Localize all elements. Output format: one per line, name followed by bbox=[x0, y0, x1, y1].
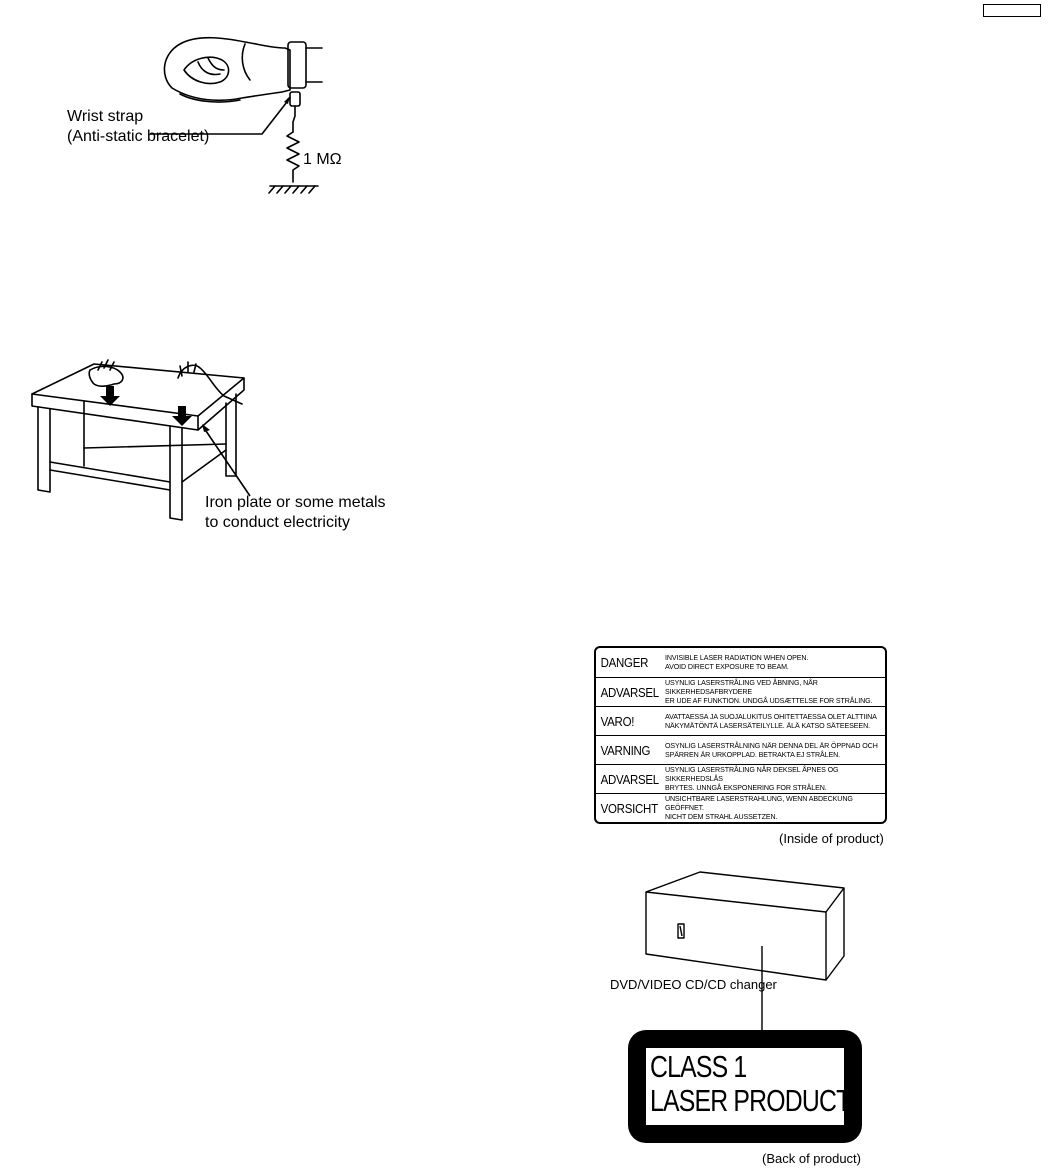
warning-word: ADVARSEL bbox=[600, 685, 659, 700]
warning-text bbox=[663, 766, 885, 793]
warning-row-varning bbox=[596, 735, 885, 765]
iron-plate-label: Iron plate or some metals bbox=[205, 494, 386, 511]
warning-row-varo bbox=[596, 706, 885, 736]
wrist-strap-label: Wrist strap bbox=[67, 108, 144, 125]
warning-text bbox=[663, 713, 885, 731]
warning-text bbox=[663, 795, 885, 822]
warning-word: VORSICHT bbox=[600, 801, 658, 816]
warning-text-line1: OSYNLIG LASERSTRÅLNING NÄR DENNA DEL ÄR ÖPPNAD OCH bbox=[665, 741, 878, 750]
warning-text-line1: USYNLIG LASERSTRÅLING VED ÅBNING, NÅR SIKKERHEDSAFBRYDERE bbox=[665, 679, 818, 696]
warning-text bbox=[663, 742, 885, 760]
inside-of-product-caption: (Inside of product) bbox=[779, 831, 884, 846]
warning-row-danger bbox=[596, 648, 885, 677]
warning-text-line2: BRYTES. UNNGÅ EKSPONERING FOR STRÅLEN. bbox=[665, 784, 827, 792]
resistor-value-label: 1 MΩ bbox=[303, 151, 342, 168]
laser-warning-panel bbox=[594, 646, 887, 824]
back-of-product-caption: (Back of product) bbox=[762, 1151, 861, 1166]
warning-row-advarsel-da bbox=[596, 677, 885, 707]
warning-text-line2: ER UDE AF FUNKTION. UNDGÅ UDSÆTTELSE FOR STRÅLING. bbox=[665, 697, 873, 705]
warning-text-line1: USYNLIG LASERSTRÅLING NÅR DEKSEL ÅPNES OG SIKKERHEDSLÅS bbox=[665, 766, 839, 783]
dvd-changer-illustration bbox=[640, 868, 850, 1033]
warning-row-vorsicht bbox=[596, 793, 885, 823]
device-label: DVD/VIDEO CD/CD changer bbox=[610, 977, 777, 992]
warning-text-line1: AVATTAESSA JA SUOJALUKITUS OHITETTAESSA OLET ALTTIINA bbox=[665, 712, 877, 721]
warning-word: ADVARSEL bbox=[600, 772, 659, 787]
warning-text-line2: NÄKYMÄTÖNTÄ LASERSÄTEILYLLE. ÄLÄ KATSO SÄTEESEEN. bbox=[665, 721, 870, 730]
laser-product-line: LASER PRODUCT bbox=[650, 1083, 851, 1118]
anti-static-bracelet-label: (Anti-static bracelet) bbox=[67, 128, 210, 145]
warning-text-line2: AVOID DIRECT EXPOSURE TO BEAM. bbox=[665, 662, 789, 671]
warning-text bbox=[663, 654, 885, 672]
warning-word: VARNING bbox=[600, 743, 651, 758]
warning-text bbox=[663, 679, 885, 706]
class1-label-text bbox=[650, 1050, 850, 1118]
warning-text-line1: UNSICHTBARE LASERSTRAHLUNG, WENN ABDECKUNG GEÖFFNET. bbox=[665, 795, 853, 812]
warning-row-advarsel-no bbox=[596, 764, 885, 794]
page-number-box bbox=[983, 4, 1041, 17]
warning-text-line2: SPÄRREN ÄR URKOPPLAD. BETRAKTA EJ STRÅLEN. bbox=[665, 750, 841, 759]
warning-word: DANGER bbox=[600, 655, 649, 670]
warning-word: VARO! bbox=[600, 714, 635, 729]
wrist-strap-illustration bbox=[150, 36, 390, 206]
warning-text-line1: INVISIBLE LASER RADIATION WHEN OPEN. bbox=[665, 653, 809, 662]
warning-text-line2: NICHT DEM STRAHL AUSSETZEN. bbox=[665, 813, 778, 821]
conduct-electricity-label: to conduct electricity bbox=[205, 514, 350, 531]
class1-line: CLASS 1 bbox=[650, 1049, 747, 1084]
